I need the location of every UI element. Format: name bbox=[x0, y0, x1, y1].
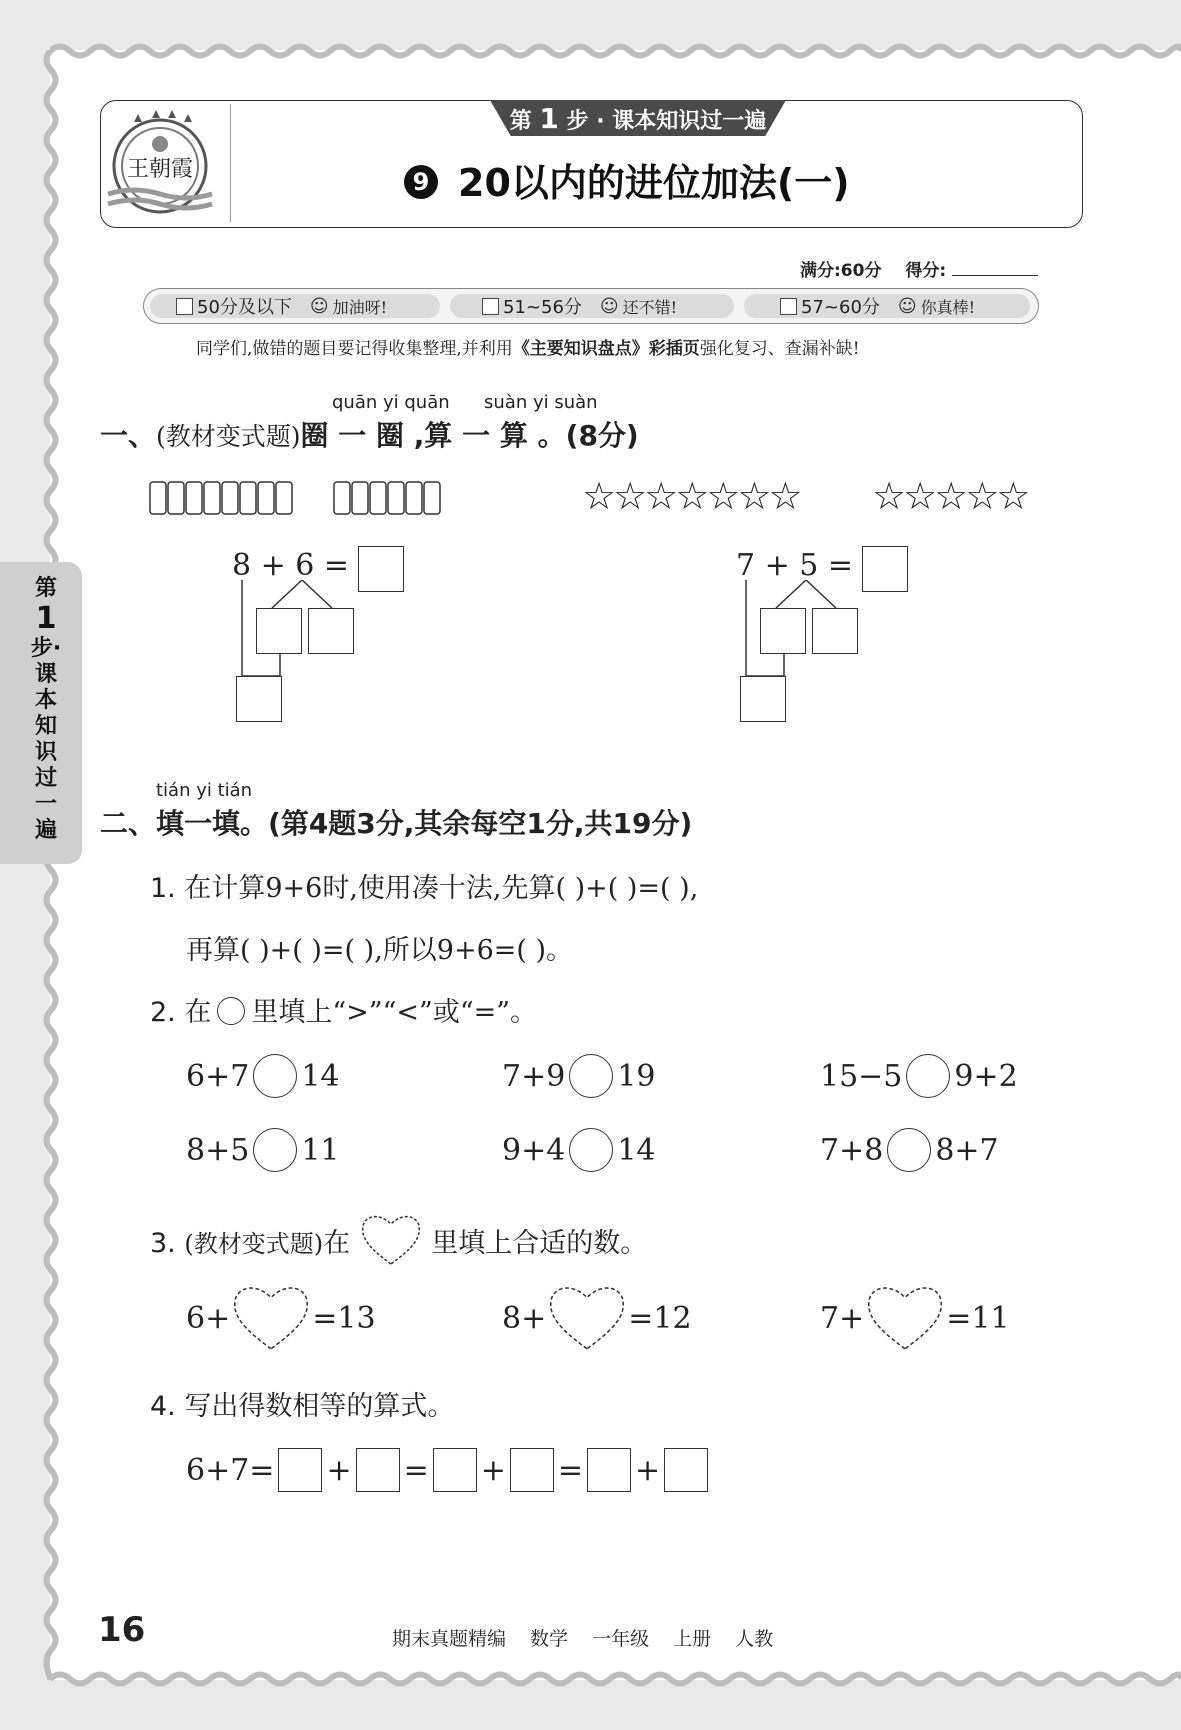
stars-group-a: ☆☆☆☆☆☆☆ bbox=[582, 474, 800, 518]
question-text: 在 bbox=[184, 997, 212, 1028]
side-tab-num: 1 bbox=[35, 601, 57, 636]
answer-box[interactable] bbox=[278, 1448, 322, 1492]
heart-left: 8+ bbox=[502, 1300, 547, 1336]
notice-text bbox=[196, 334, 860, 359]
compare-item bbox=[502, 1054, 656, 1098]
section2-title: 填一填。(第4题3分,其余每空1分,共19分) bbox=[156, 807, 693, 840]
question-tag: (教材变式题) bbox=[184, 1230, 324, 1258]
page-title bbox=[404, 152, 850, 207]
equal-expression-row bbox=[186, 1448, 712, 1492]
cylinders-icon bbox=[148, 478, 488, 518]
heart-right: =12 bbox=[628, 1300, 692, 1336]
compare-left: 15−5 bbox=[820, 1058, 903, 1094]
lesson-number-badge: 9 bbox=[404, 165, 438, 199]
compare-circle[interactable] bbox=[253, 1054, 297, 1098]
heart-answer-box[interactable] bbox=[230, 1282, 312, 1354]
question-text: 里填上合适的数。 bbox=[431, 1228, 648, 1259]
heart-item bbox=[186, 1282, 376, 1354]
face-icon: ☺ bbox=[897, 295, 917, 317]
checkbox[interactable] bbox=[482, 298, 499, 315]
compare-right: 8+7 bbox=[935, 1132, 999, 1168]
pinyin-quan: quān yi quān bbox=[332, 392, 450, 413]
compare-circle[interactable] bbox=[253, 1128, 297, 1172]
heart-answer-box[interactable] bbox=[546, 1282, 628, 1354]
answer-box[interactable] bbox=[664, 1448, 708, 1492]
face-icon: ☺ bbox=[599, 295, 619, 317]
section1-number: 一、 bbox=[100, 419, 157, 452]
compare-left: 6+7 bbox=[186, 1058, 250, 1094]
step-label: 步 · 课本知识过一遍 bbox=[566, 109, 767, 134]
side-tab-prefix: 第 bbox=[34, 576, 57, 601]
compare-item bbox=[820, 1054, 1018, 1098]
heart-right: =13 bbox=[312, 1300, 376, 1336]
section1-heading bbox=[100, 414, 639, 454]
section1-tag: (教材变式题) bbox=[156, 422, 301, 451]
full-score-label: 满分:60分 bbox=[800, 261, 882, 281]
answer-box[interactable] bbox=[433, 1448, 477, 1492]
score-level-2[interactable] bbox=[482, 293, 677, 319]
wavy-border-bottom bbox=[50, 1668, 1181, 1690]
question-2 bbox=[150, 990, 537, 1029]
score-range: 50分及以下 bbox=[197, 297, 292, 318]
question-text: 在计算9+6时,使用凑十法,先算( )+( )=( ), bbox=[184, 873, 699, 904]
notice-bold: 《主要知识盘点》彩插页 bbox=[512, 339, 700, 359]
heart-right: =11 bbox=[946, 1300, 1010, 1336]
side-step-tab bbox=[0, 562, 82, 864]
question-3 bbox=[150, 1212, 647, 1268]
compare-item bbox=[502, 1128, 656, 1172]
got-score-label: 得分: bbox=[905, 261, 947, 281]
checkbox[interactable] bbox=[176, 298, 193, 315]
compare-item bbox=[186, 1054, 340, 1098]
compare-item bbox=[820, 1128, 999, 1172]
sum-box[interactable] bbox=[236, 676, 282, 722]
svg-text:王朝霞: 王朝霞 bbox=[126, 157, 194, 182]
checkbox[interactable] bbox=[780, 298, 797, 315]
header-divider bbox=[230, 104, 231, 222]
question-text: 里填上“>”“<”或“=”。 bbox=[251, 997, 538, 1028]
compare-item bbox=[186, 1128, 340, 1172]
answer-box[interactable] bbox=[356, 1448, 400, 1492]
score-caption: 加油呀! bbox=[332, 297, 388, 317]
compare-right: 9+2 bbox=[954, 1058, 1018, 1094]
step-prefix: 第 bbox=[509, 109, 532, 134]
expr-start: 6+7= bbox=[186, 1452, 275, 1488]
equals-sign: = bbox=[403, 1452, 429, 1488]
question-number: 3. bbox=[150, 1228, 176, 1259]
answer-box[interactable] bbox=[510, 1448, 554, 1492]
compare-circle[interactable] bbox=[569, 1128, 613, 1172]
notice-before: 同学们,做错的题目要记得收集整理,并利用 bbox=[196, 339, 513, 359]
split-box[interactable] bbox=[308, 608, 354, 654]
side-tab-text: 步·课本知识过一遍 bbox=[30, 636, 62, 843]
question-number: 2. bbox=[150, 997, 176, 1028]
heart-item bbox=[820, 1282, 1010, 1354]
heart-answer-box[interactable] bbox=[864, 1282, 946, 1354]
question-text: 写出得数相等的算式。 bbox=[184, 1391, 455, 1422]
pinyin-suan: suàn yi suàn bbox=[484, 392, 598, 413]
wavy-border-left bbox=[40, 50, 62, 1680]
compare-circle[interactable] bbox=[906, 1054, 950, 1098]
stars-group-b: ☆☆☆☆☆ bbox=[872, 474, 1028, 518]
full-score bbox=[800, 256, 946, 281]
split-box[interactable] bbox=[256, 608, 302, 654]
heart-item bbox=[502, 1282, 692, 1354]
plus-sign: + bbox=[480, 1452, 506, 1488]
compare-left: 9+4 bbox=[502, 1132, 566, 1168]
question-1-line1[interactable] bbox=[150, 866, 698, 905]
score-range: 51~56分 bbox=[503, 297, 582, 318]
compare-right: 14 bbox=[617, 1132, 656, 1168]
compare-left: 8+5 bbox=[186, 1132, 250, 1168]
split-box[interactable] bbox=[812, 608, 858, 654]
sum-box[interactable] bbox=[740, 676, 786, 722]
section2-heading bbox=[100, 802, 692, 842]
section1-title: 圈 一 圈 ,算 一 算 。(8分) bbox=[300, 419, 639, 452]
compare-right: 19 bbox=[617, 1058, 656, 1094]
score-caption: 还不错! bbox=[622, 297, 678, 317]
compare-circle[interactable] bbox=[887, 1128, 931, 1172]
question-text: 再算( )+( )=( ),所以9+6=( )。 bbox=[186, 935, 574, 966]
equals-sign: = bbox=[557, 1452, 584, 1488]
heart-left: 6+ bbox=[186, 1300, 231, 1336]
lesson-title: 20以内的进位加法(一) bbox=[458, 161, 850, 205]
plus-sign: + bbox=[326, 1452, 352, 1488]
page-number: 16 bbox=[98, 1610, 146, 1650]
heart-left: 7+ bbox=[820, 1300, 865, 1336]
equation-2: 7 + 5 = bbox=[736, 548, 854, 583]
heart-icon bbox=[359, 1212, 423, 1268]
question-text: 在 bbox=[323, 1228, 351, 1259]
compare-right: 14 bbox=[301, 1058, 340, 1094]
compare-circle[interactable] bbox=[569, 1054, 613, 1098]
equation-1: 8 + 6 = bbox=[232, 548, 350, 583]
score-blank-line[interactable] bbox=[952, 275, 1038, 276]
face-icon: ☺ bbox=[309, 295, 329, 317]
question-number: 4. bbox=[150, 1391, 176, 1422]
score-level-3[interactable] bbox=[780, 293, 975, 319]
section2-number: 二、 bbox=[100, 807, 157, 840]
step-number: 1 bbox=[539, 102, 559, 135]
circle-icon bbox=[217, 997, 245, 1025]
compare-left: 7+8 bbox=[820, 1132, 884, 1168]
footer-text: 期末真题精编 数学 一年级 上册 人教 bbox=[392, 1628, 774, 1650]
notice-after: 强化复习、查漏补缺! bbox=[699, 339, 860, 359]
publisher-logo-icon bbox=[104, 108, 216, 220]
score-caption: 你真棒! bbox=[920, 297, 976, 317]
compare-left: 7+9 bbox=[502, 1058, 566, 1094]
plus-sign: + bbox=[635, 1452, 661, 1488]
step-banner bbox=[490, 100, 786, 136]
question-4 bbox=[150, 1384, 454, 1423]
pinyin-tian: tián yi tián bbox=[156, 780, 253, 801]
question-number: 1. bbox=[150, 873, 176, 904]
split-box[interactable] bbox=[760, 608, 806, 654]
score-range: 57~60分 bbox=[801, 297, 880, 318]
compare-right: 11 bbox=[301, 1132, 340, 1168]
score-level-1[interactable] bbox=[176, 293, 387, 319]
question-1-line2[interactable] bbox=[186, 928, 573, 967]
wavy-border-top bbox=[50, 40, 1181, 62]
answer-box[interactable] bbox=[587, 1448, 631, 1492]
